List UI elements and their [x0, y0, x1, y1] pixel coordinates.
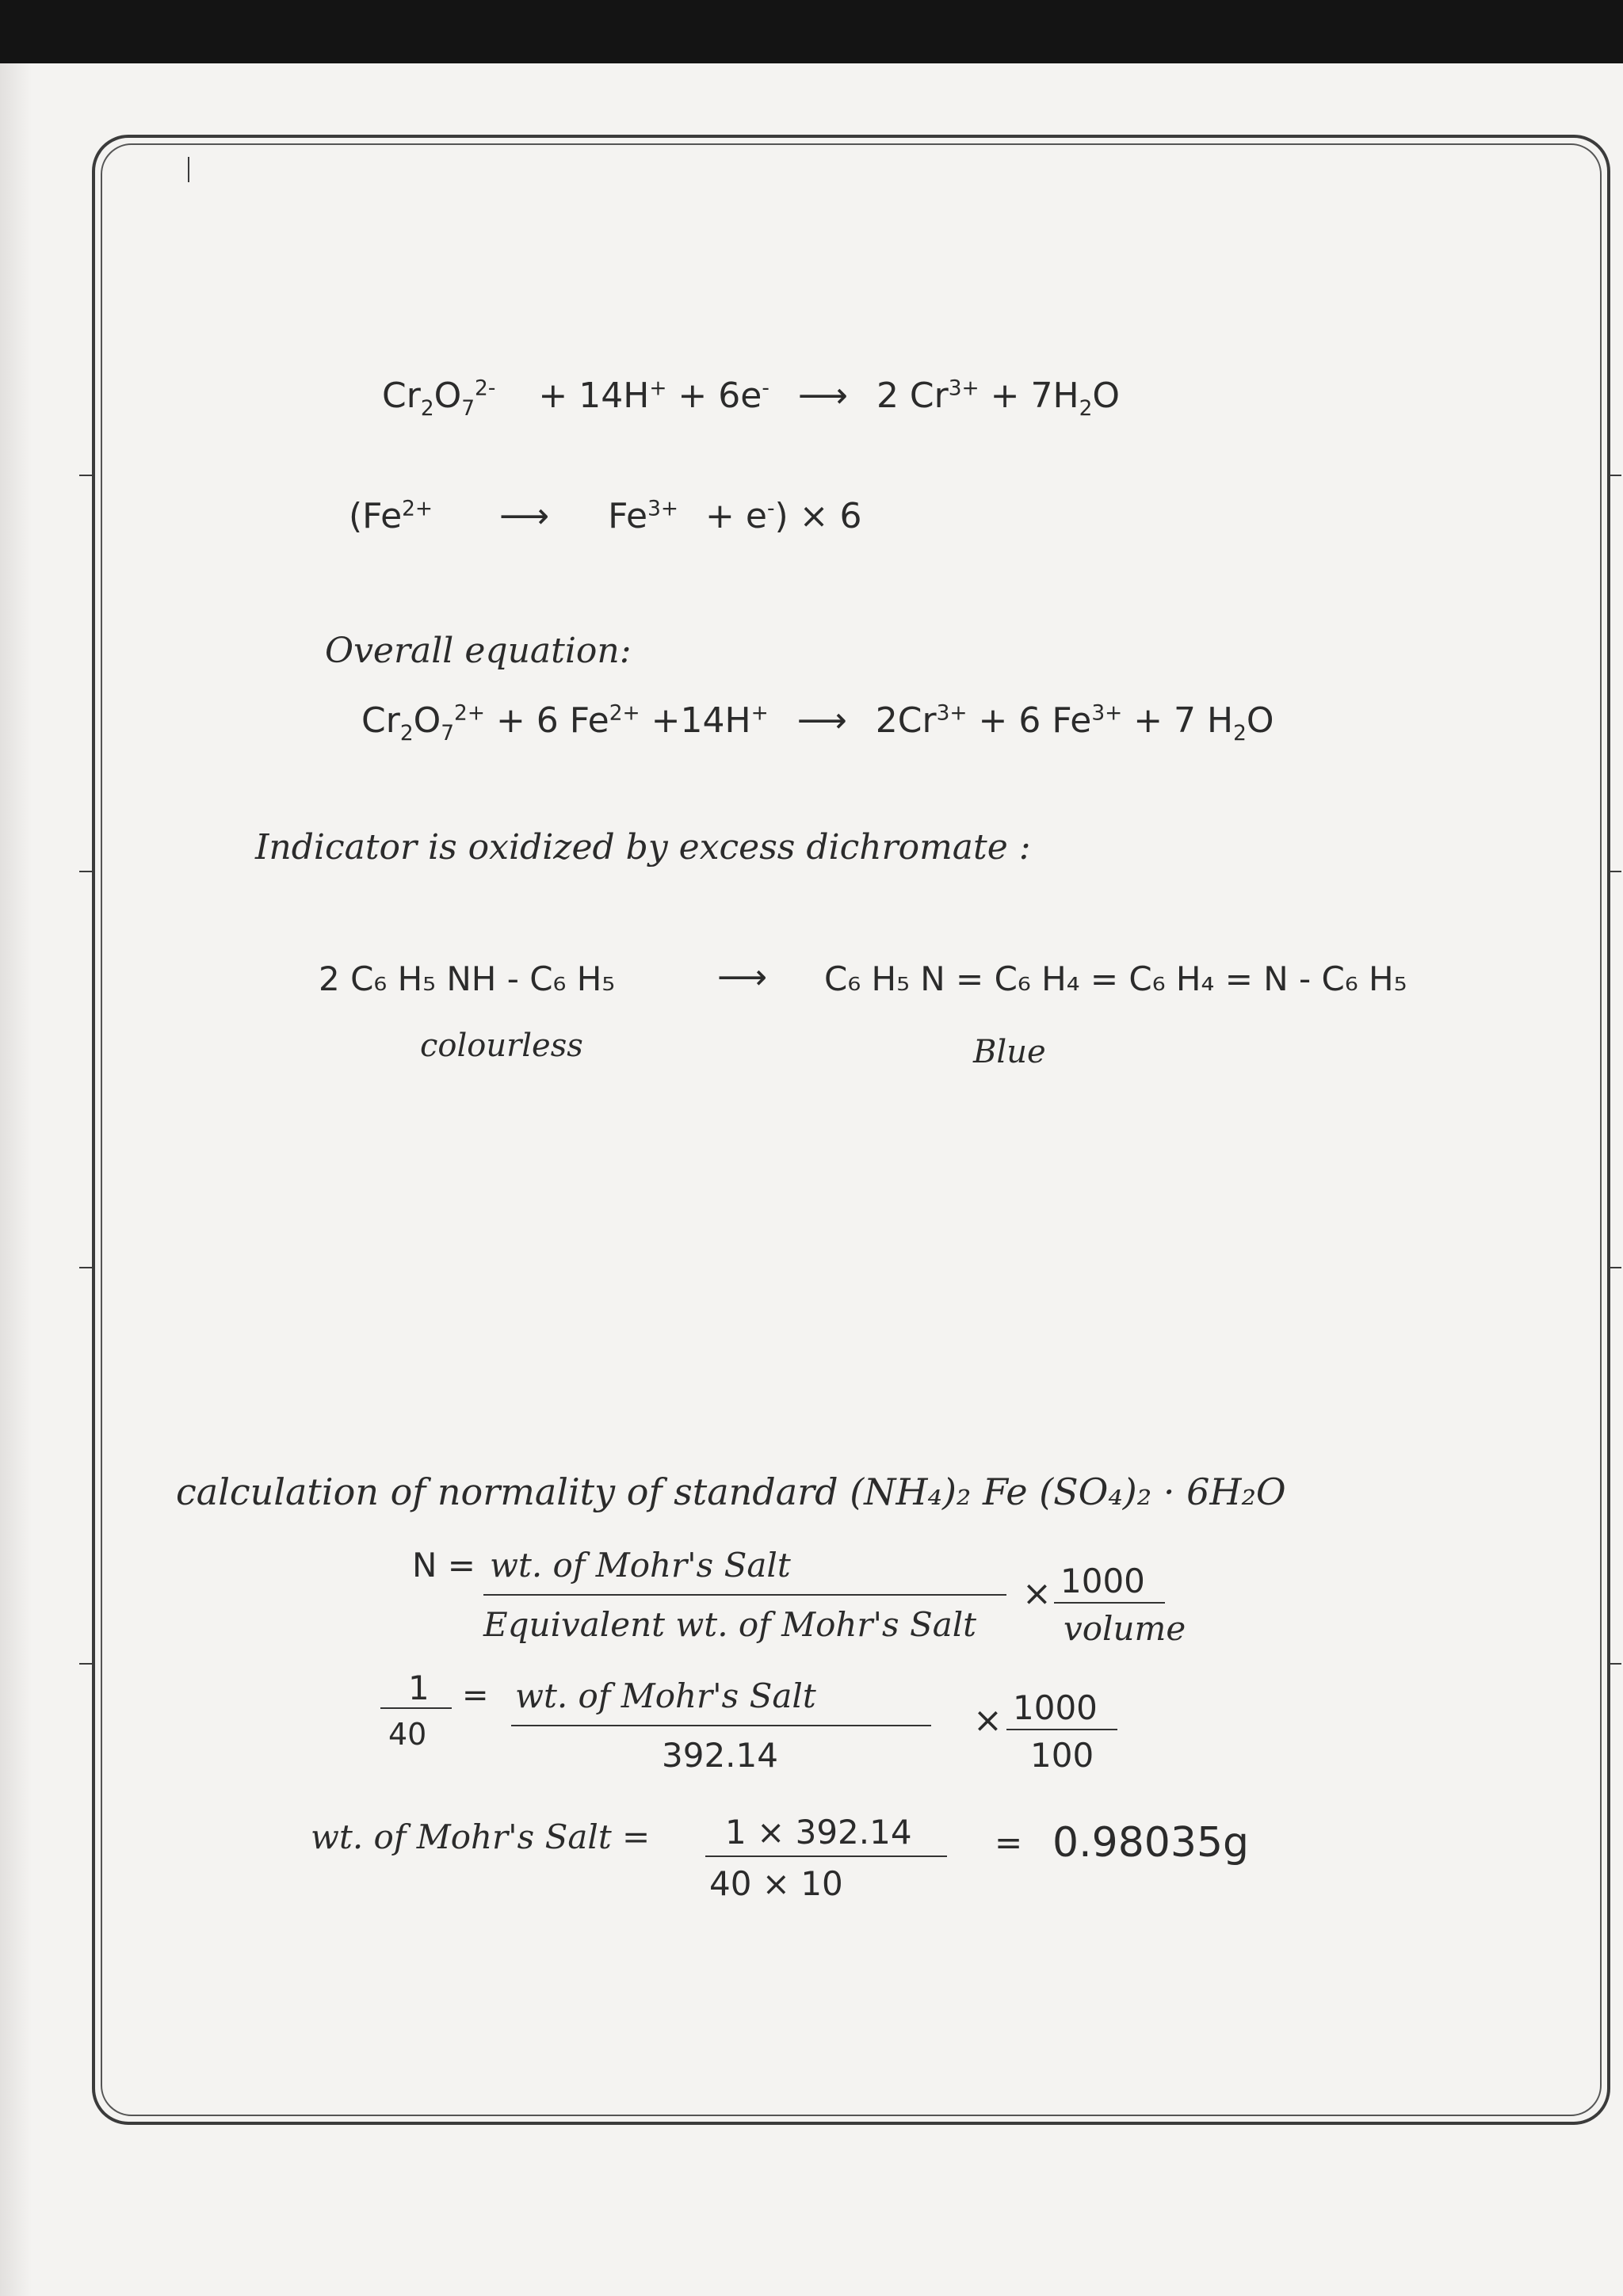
iron-reactant: (Fe: [349, 496, 403, 536]
reaction-arrow: ⟶: [797, 376, 848, 416]
subscript: 2: [1233, 720, 1247, 746]
overall-equation: [361, 700, 1274, 746]
charge: 3+: [936, 700, 968, 726]
ratio-denominator: 40: [388, 1717, 427, 1752]
species-fe: + 6 Fe: [484, 700, 609, 741]
charge: 2+: [609, 700, 640, 726]
product-o: O: [1246, 700, 1274, 741]
charge: -: [762, 376, 769, 401]
equals-sign: =: [995, 1823, 1023, 1862]
subscript: 2: [420, 395, 434, 421]
indicator-reactant: 2 C₆ H₅ NH - C₆ H₅: [319, 959, 616, 998]
mass-denominator: 40 × 10: [709, 1864, 843, 1903]
charge: +: [649, 376, 667, 401]
product-fe: + 6 Fe: [967, 700, 1092, 741]
factor-numerator: 1000: [1013, 1688, 1098, 1727]
indicator-product: C₆ H₅ N = C₆ H₄ = C₆ H₄ = N - C₆ H₅: [824, 959, 1407, 998]
subscript: 7: [461, 395, 475, 421]
dichromate-half-reaction: [382, 376, 1121, 421]
electron-term: + e: [705, 496, 767, 536]
times-sign: ×: [973, 1700, 1002, 1741]
subscript: 2: [399, 720, 414, 746]
product-cr: 2 Cr: [876, 376, 949, 416]
electrons: + 6e: [666, 376, 762, 416]
normality-numerator: wt. of Mohr's Salt: [490, 1546, 791, 1585]
subscript: 7: [441, 720, 455, 746]
overall-heading: Overall equation:: [325, 631, 632, 671]
indicator-statement: Indicator is oxidized by excess dichromate :: [255, 827, 1031, 868]
mass-lhs: wt. of Mohr's Salt =: [311, 1817, 651, 1856]
species-cr: Cr: [361, 700, 400, 741]
product-cr: 2Cr: [875, 700, 937, 741]
product-o: O: [1092, 376, 1121, 416]
charge: 3+: [1091, 700, 1123, 726]
mass-result: 0.98035g: [1052, 1819, 1250, 1867]
ratio-numerator: 1: [408, 1669, 430, 1707]
charge: 2-: [475, 376, 496, 401]
charge: +: [750, 700, 769, 726]
mass-numerator: wt. of Mohr's Salt: [515, 1676, 816, 1715]
product-colour-label: Blue: [973, 1034, 1046, 1070]
charge: 2+: [454, 700, 485, 726]
molar-mass: 392.14: [662, 1736, 778, 1775]
charge: 3+: [948, 376, 980, 401]
charge: 2+: [402, 496, 433, 521]
species-o: O: [433, 376, 462, 416]
volume-denominator: volume: [1064, 1609, 1186, 1648]
protons: +14H: [640, 700, 751, 741]
fraction-bar: [380, 1707, 452, 1709]
factor-denominator: 100: [1030, 1736, 1094, 1775]
reaction-arrow: ⟶: [796, 700, 847, 741]
reaction-arrow: ⟶: [717, 957, 768, 997]
protons: + 14H: [538, 376, 650, 416]
charge: 3+: [647, 496, 679, 521]
mass-numerator: 1 × 392.14: [725, 1813, 912, 1852]
normality-denominator: Equivalent wt. of Mohr's Salt: [483, 1605, 977, 1644]
fraction-bar: [705, 1855, 947, 1857]
charge: -: [766, 496, 775, 521]
product-water: + 7H: [979, 376, 1079, 416]
fraction-bar: [511, 1725, 931, 1726]
species-cr: Cr: [382, 376, 421, 416]
times-sign: ×: [1022, 1573, 1052, 1614]
reaction-arrow: ⟶: [499, 496, 550, 536]
calculation-heading: calculation of normality of standard (NH₄)₂ Fe (SO₄)₂ · 6H₂O: [176, 1470, 1286, 1513]
volume-numerator: 1000: [1060, 1562, 1145, 1600]
iron-half-reaction: [349, 496, 862, 536]
multiplier: ) × 6: [774, 496, 862, 536]
fraction-bar: [1054, 1602, 1165, 1604]
reactant-colour-label: colourless: [420, 1028, 583, 1064]
equals-sign: =: [462, 1677, 489, 1714]
fraction-bar: [483, 1594, 1006, 1596]
product-water: + 7 H: [1122, 700, 1234, 741]
species-o: O: [413, 700, 441, 741]
fraction-bar: [1006, 1729, 1117, 1730]
normality-lhs: N =: [412, 1546, 475, 1585]
iron-product: Fe: [608, 496, 648, 536]
subscript: 2: [1079, 395, 1093, 421]
